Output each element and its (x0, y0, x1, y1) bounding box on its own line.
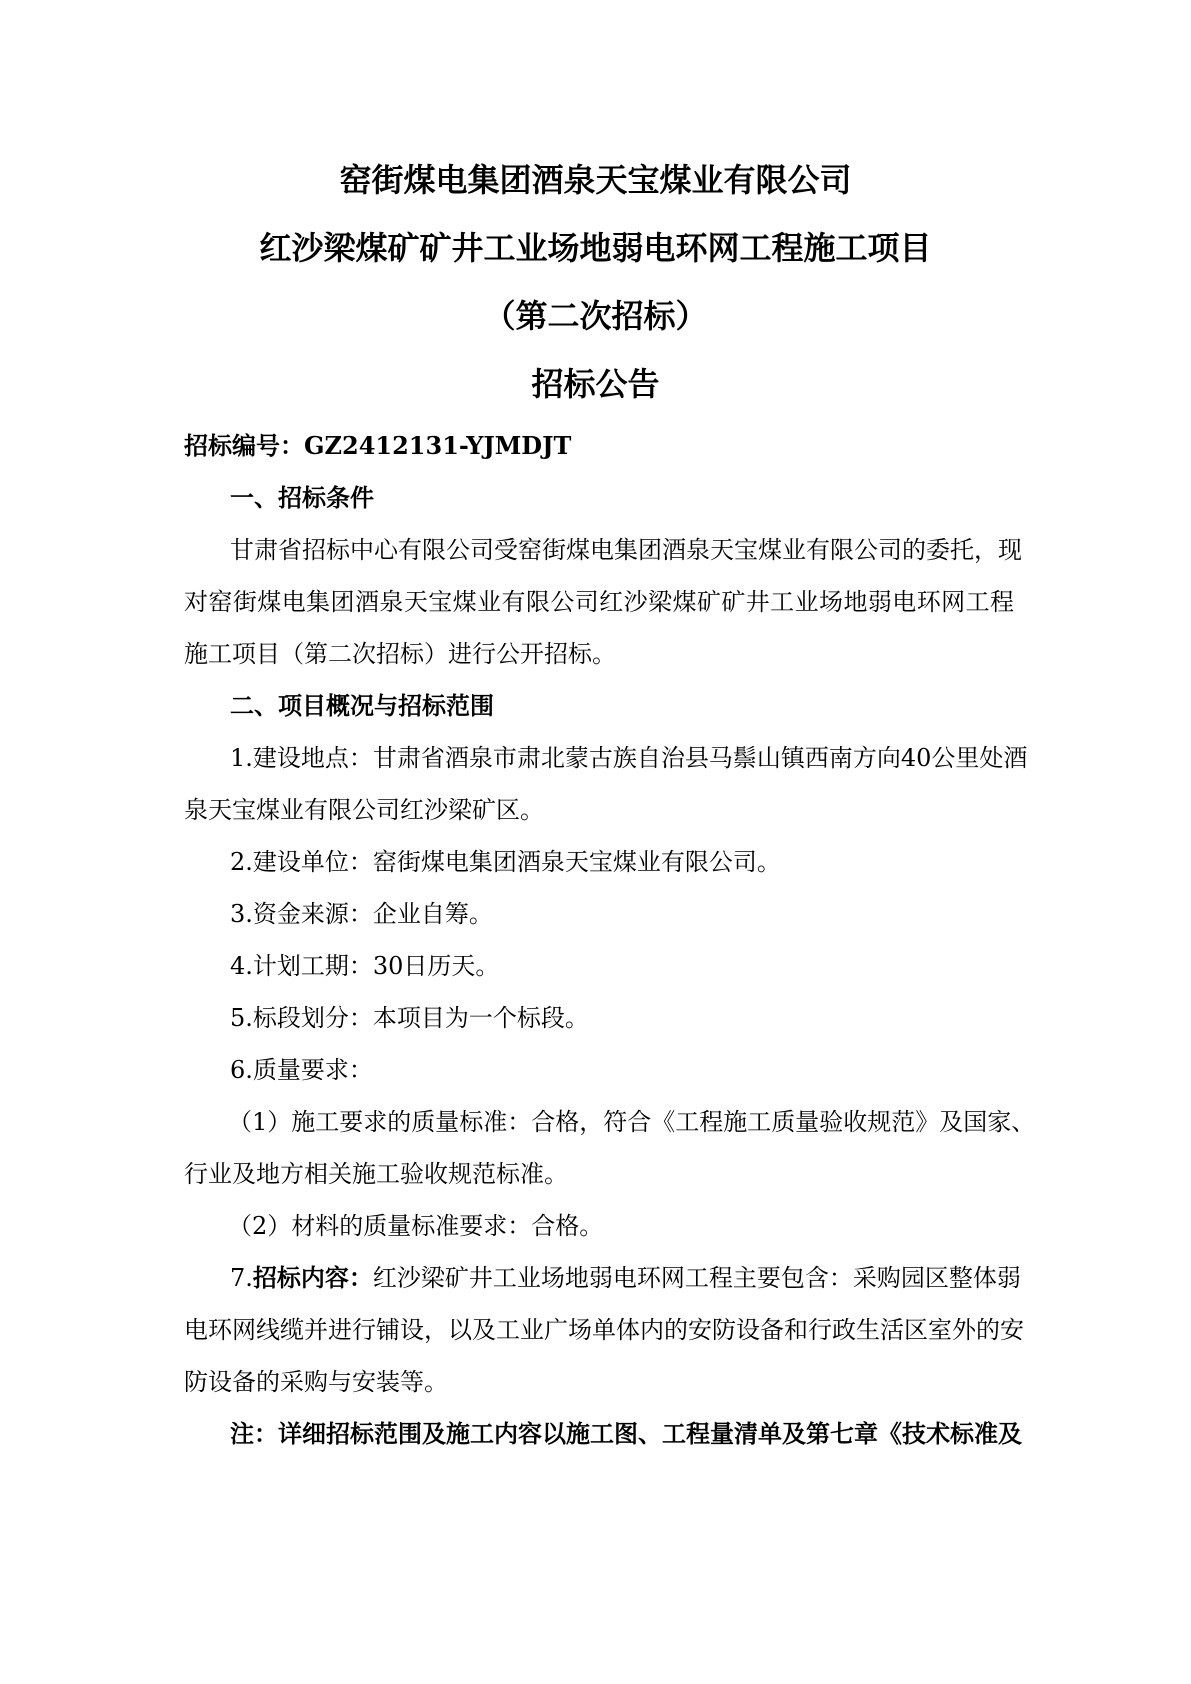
section1-line: 施工项目（第二次招标）进行公开招标。 (184, 640, 616, 668)
item5: 5.标段划分：本项目为一个标段。 (230, 1004, 589, 1032)
item7-prefix: 7. (230, 1264, 253, 1292)
item6-sub1-line: 行业及地方相关施工验收规范标准。 (184, 1160, 568, 1188)
item7-line: 电环网线缆并进行铺设，以及工业广场单体内的安防设备和行政生活区室外的安 (184, 1316, 1024, 1344)
item6-sub2: （2）材料的质量标准要求：合格。 (228, 1212, 604, 1240)
section1-line: 甘肃省招标中心有限公司受窑街煤电集团酒泉天宝煤业有限公司的委托，现 (230, 536, 1022, 564)
title-round: （第二次招标） (483, 297, 708, 335)
tender-number: 招标编号：GZ2412131-YJMDJT (184, 431, 572, 460)
title-company: 窑街煤电集团酒泉天宝煤业有限公司 (339, 161, 852, 199)
item7-line1 (230, 1261, 1021, 1295)
title-project: 红沙梁煤矿矿井工业场地弱电环网工程施工项目 (259, 229, 932, 267)
item7-label: 招标内容： (252, 1263, 373, 1292)
item7-line: 防设备的采购与安装等。 (184, 1368, 448, 1396)
item7-line1-rest: 红沙梁矿井工业场地弱电环网工程主要包含：采购园区整体弱 (372, 1264, 1021, 1292)
item2: 2.建设单位：窑街煤电集团酒泉天宝煤业有限公司。 (230, 848, 781, 876)
item3: 3.资金来源：企业自筹。 (230, 900, 493, 928)
section1-line: 对窑街煤电集团酒泉天宝煤业有限公司红沙梁煤矿矿井工业场地弱电环网工程 (184, 588, 1014, 616)
note: 注：详细招标范围及施工内容以施工图、工程量清单及第七章《技术标准及 (230, 1419, 1022, 1448)
item6-sub1-line: （1）施工要求的质量标准：合格，符合《工程施工质量验收规范》及国家、 (228, 1108, 1036, 1136)
item6: 6.质量要求： (230, 1056, 373, 1084)
item1-line: 泉天宝煤业有限公司红沙梁矿区。 (184, 796, 544, 824)
section2-heading: 二、项目概况与招标范围 (230, 691, 494, 720)
section1-heading: 一、招标条件 (230, 483, 374, 512)
title-announcement: 招标公告 (531, 365, 660, 403)
item1-line: 1.建设地点：甘肃省酒泉市肃北蒙古族自治县马鬃山镇西南方向40公里处酒 (230, 744, 1028, 772)
item4: 4.计划工期：30日历天。 (230, 952, 500, 980)
